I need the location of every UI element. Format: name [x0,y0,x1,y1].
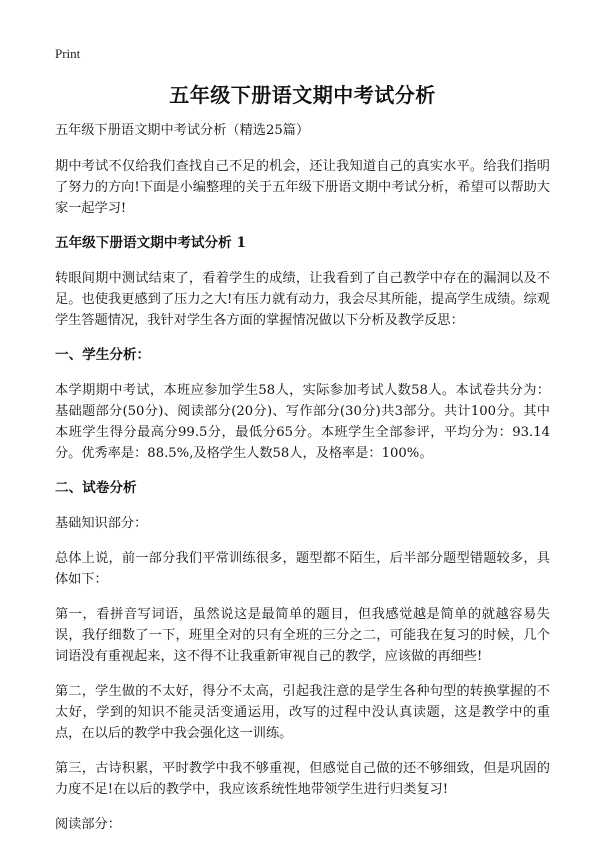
article-body [55,120,550,849]
print-link[interactable]: Print [55,46,81,61]
section-heading-paper-analysis: 二、试卷分析 [55,480,137,496]
page-title: 五年级下册语文期中考试分析 [169,83,436,107]
point-one-paragraph: 第一，看拼音写词语，虽然说这是最简单的题目，但我感觉越是简单的就越容易失误，我仔细数了一下，班里全对的只有全班的三分之二，可能我在复习的时候，几个词语没有重视起来，这不得不让我重新审视自己的教学，应该做的再细些! [55,607,550,664]
reading-label: 阅读部分： [55,817,121,832]
basic-overview-paragraph: 总体上说，前一部分我们平常训练很多，题型都不陌生，后半部分题型错题较多，具体如下： [55,551,550,587]
section-heading-student-analysis: 一、学生分析： [55,347,151,363]
document-subtitle: 五年级下册语文期中考试分析（精选25篇） [55,123,310,138]
article-heading: 五年级下册语文期中考试分析 1 [55,235,246,251]
point-three-paragraph: 第三，古诗积累，平时教学中我不够重视，但感觉自己做的还不够细致，但是巩固的力度不足!在以后的教学中，我应该系统性地带领学生进行归类复习! [55,761,550,797]
point-two-paragraph: 第二，学生做的不太好，得分不太高，引起我注意的是学生各种句型的转换掌握的不太好，学到的知识不能灵活变通运用，改写的过程中没认真读题，这是教学中的重点，在以后的教学中我会强化这一训练。 [55,684,550,741]
basic-knowledge-label: 基础知识部分： [55,516,148,531]
intro-paragraph: 期中考试不仅给我们查找自己不足的机会，还让我知道自己的真实水平。给我们指明了努力的方向!下面是小编整理的关于五年级下册语文期中考试分析，希望可以帮助大家一起学习! [55,159,550,216]
student-analysis-paragraph: 本学期期中考试，本班应参加学生58人，实际参加考试人数58人。本试卷共分为：基础题部分(50分)、阅读部分(20分)、写作部分(30分)共3部分。共计100分。其中本班学生得分最高分99.5分，最低分65分。本班学生全部参评，平均分为：93.14分。优秀率是：88.5%,及格学生人数58人，及格率是：100%。 [55,383,550,461]
article-intro-paragraph: 转眼间期中测试结束了，看着学生的成绩，让我看到了自己教学中存在的漏洞以及不足。也使我更感到了压力之大!有压力就有动力，我会尽其所能，提高学生成绩。综观学生答题情况，我针对学生各方面的掌握情况做以下分析及教学反思： [55,271,550,328]
